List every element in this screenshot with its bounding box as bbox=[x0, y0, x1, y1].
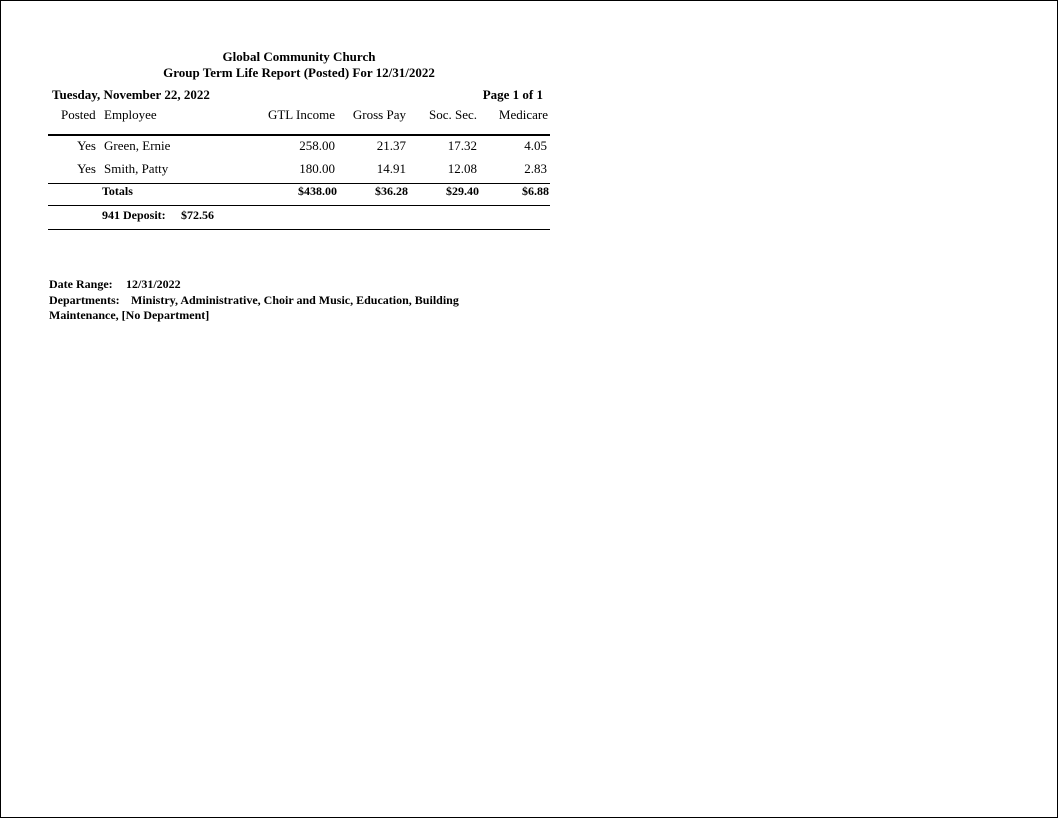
col-header-medicare: Medicare bbox=[498, 107, 548, 122]
row-employee: Green, Ernie bbox=[104, 138, 171, 153]
run-date: Tuesday, November 22, 2022 bbox=[52, 87, 210, 102]
row-gtl-income: 180.00 bbox=[299, 161, 335, 176]
row-gtl-income: 258.00 bbox=[299, 138, 335, 153]
total-medicare: $6.88 bbox=[522, 184, 549, 198]
report-title: Group Term Life Report (Posted) For 12/31/2022 bbox=[163, 65, 435, 80]
page-indicator: Page 1 of 1 bbox=[482, 87, 543, 102]
col-header-posted: Posted bbox=[61, 107, 96, 122]
row-medicare: 4.05 bbox=[524, 138, 547, 153]
row-posted: Yes bbox=[77, 161, 96, 176]
deposit-label: 941 Deposit: bbox=[102, 208, 166, 222]
row-medicare: 2.83 bbox=[524, 161, 547, 176]
row-gross-pay: 14.91 bbox=[376, 161, 406, 176]
departments-label: Departments: bbox=[49, 293, 120, 307]
col-header-gross-pay: Gross Pay bbox=[352, 107, 406, 122]
col-header-gtl-income: GTL Income bbox=[267, 107, 335, 122]
departments-list-continued: Maintenance, [No Department] bbox=[49, 308, 210, 322]
date-range-label: Date Range: bbox=[49, 277, 113, 291]
org-name: Global Community Church bbox=[222, 49, 376, 64]
row-posted: Yes bbox=[77, 138, 96, 153]
row-soc-sec: 12.08 bbox=[447, 161, 477, 176]
col-header-employee: Employee bbox=[104, 107, 157, 122]
total-soc-sec: $29.40 bbox=[446, 184, 479, 198]
row-soc-sec: 17.32 bbox=[447, 138, 477, 153]
deposit-value: $72.56 bbox=[181, 208, 214, 222]
date-range-value: 12/31/2022 bbox=[126, 277, 181, 291]
total-gross-pay: $36.28 bbox=[375, 184, 408, 198]
header-divider bbox=[48, 134, 550, 136]
total-gtl-income: $438.00 bbox=[298, 184, 337, 198]
deposit-divider bbox=[48, 205, 550, 206]
col-header-soc-sec: Soc. Sec. bbox=[428, 107, 477, 122]
row-employee: Smith, Patty bbox=[104, 161, 169, 176]
table-bottom-divider bbox=[48, 229, 550, 230]
row-gross-pay: 21.37 bbox=[376, 138, 406, 153]
departments-list: Ministry, Administrative, Choir and Music, Education, Building bbox=[131, 293, 459, 307]
totals-label: Totals bbox=[102, 184, 133, 198]
